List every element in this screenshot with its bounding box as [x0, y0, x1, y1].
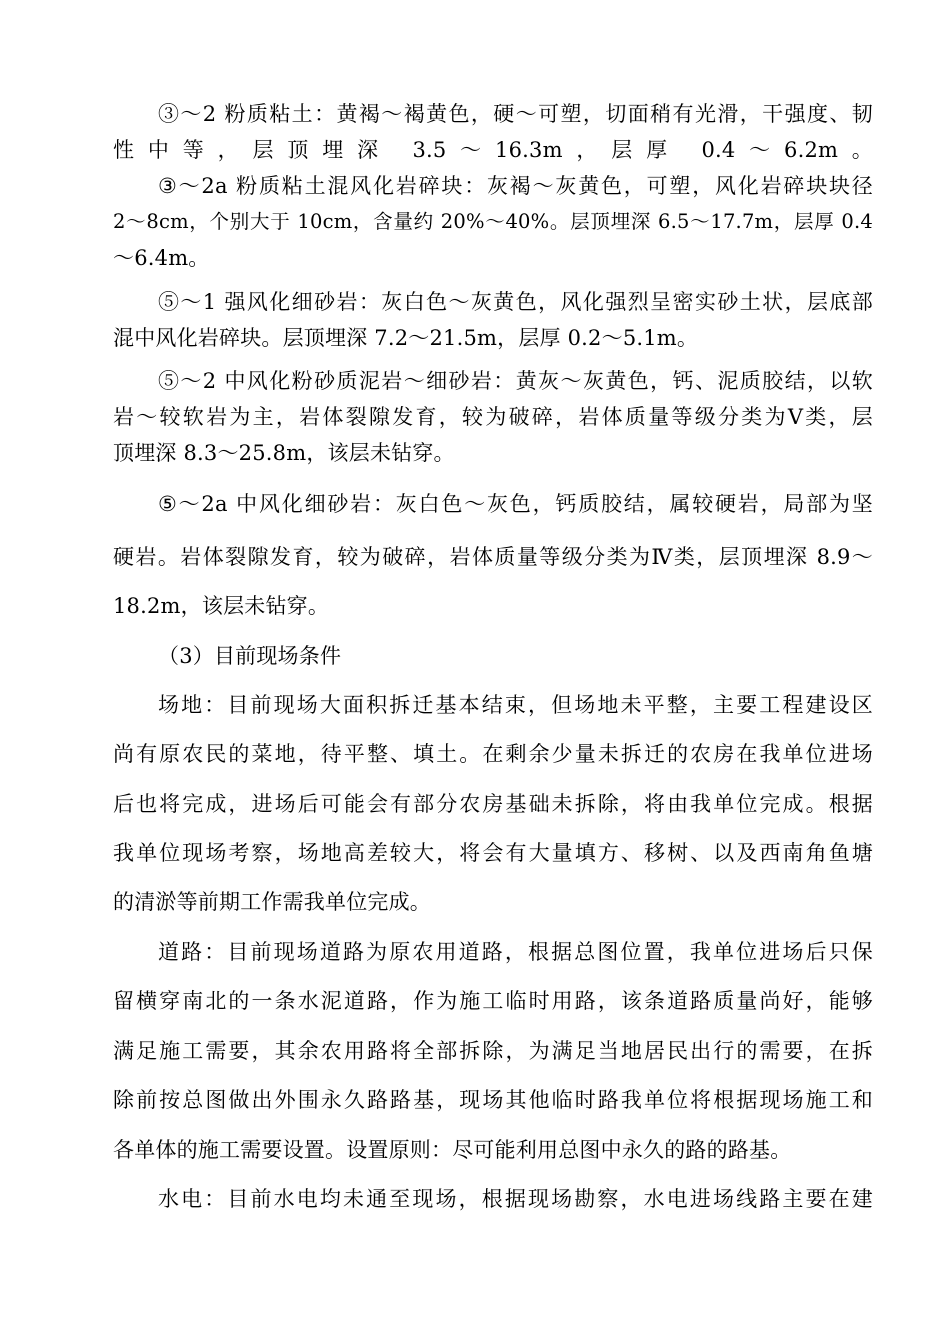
text-line: 场地：目前现场大面积拆迁基本结束，但场地未平整，主要工程建设区: [158, 693, 873, 717]
text-line: 除前按总图做出外围永久路路基，现场其他临时路我单位将根据现场施工和: [113, 1088, 873, 1112]
text-line: 混中风化岩碎块。层顶埋深 7.2～21.5m，层厚 0.2～5.1m。: [113, 326, 699, 350]
text-line: 岩～较软岩为主，岩体裂隙发育，较为破碎，岩体质量等级分类为Ⅴ类，层: [113, 405, 873, 429]
text-line: 顶埋深 8.3～25.8m，该层未钻穿。: [113, 441, 455, 465]
text-line: ～6.4m。: [113, 246, 210, 270]
text-line: 性中等，层顶埋深 3.5～16.3m，层厚 0.4～6.2m。: [113, 138, 873, 162]
text-line: 道路：目前现场道路为原农用道路，根据总图位置，我单位进场后只保: [158, 940, 873, 964]
text-line: 我单位现场考察，场地高差较大，将会有大量填方、移树、以及西南角鱼塘: [113, 841, 873, 865]
text-line: 各单体的施工需要设置。设置原则：尽可能利用总图中永久的路的路基。: [113, 1138, 792, 1162]
text-line: 后也将完成，进场后可能会有部分农房基础未拆除，将由我单位完成。根据: [113, 792, 873, 816]
text-line: 硬岩。岩体裂隙发育，较为破碎，岩体质量等级分类为Ⅳ类，层顶埋深 8.9～: [113, 545, 873, 569]
text-line: ③～2a 粉质粘土混风化岩碎块：灰褐～灰黄色，可塑，风化岩碎块块径: [158, 174, 873, 198]
text-line: ⑤～1 强风化细砂岩：灰白色～灰黄色，风化强烈呈密实砂土状，层底部: [158, 290, 873, 314]
text-line: ⑤～2a 中风化细砂岩：灰白色～灰色，钙质胶结，属较硬岩，局部为坚: [158, 492, 873, 516]
text-line: 水电：目前水电均未通至现场，根据现场勘察，水电进场线路主要在建: [158, 1187, 873, 1211]
text-line: 18.2m，该层未钻穿。: [113, 594, 330, 618]
text-line: ③～2 粉质粘土：黄褐～褐黄色，硬～可塑，切面稍有光滑，干强度、韧: [158, 102, 873, 126]
text-line: 尚有原农民的菜地，待平整、填土。在剩余少量未拆迁的农房在我单位进场: [113, 742, 873, 766]
text-line: 2～8cm，个别大于 10cm，含量约 20%～40%。层顶埋深 6.5～17.7m，层厚 0.4: [113, 210, 873, 233]
text-line: 满足施工需要，其余农用路将全部拆除，为满足当地居民出行的需要，在拆: [113, 1039, 873, 1063]
text-line: 的清淤等前期工作需我单位完成。: [113, 890, 431, 914]
text-line: 留横穿南北的一条水泥道路，作为施工临时用路，该条道路质量尚好，能够: [113, 989, 873, 1013]
text-line: ⑤～2 中风化粉砂质泥岩～细砂岩：黄灰～灰黄色，钙、泥质胶结，以软: [158, 369, 873, 393]
section-heading: （3）目前现场条件: [158, 644, 342, 668]
